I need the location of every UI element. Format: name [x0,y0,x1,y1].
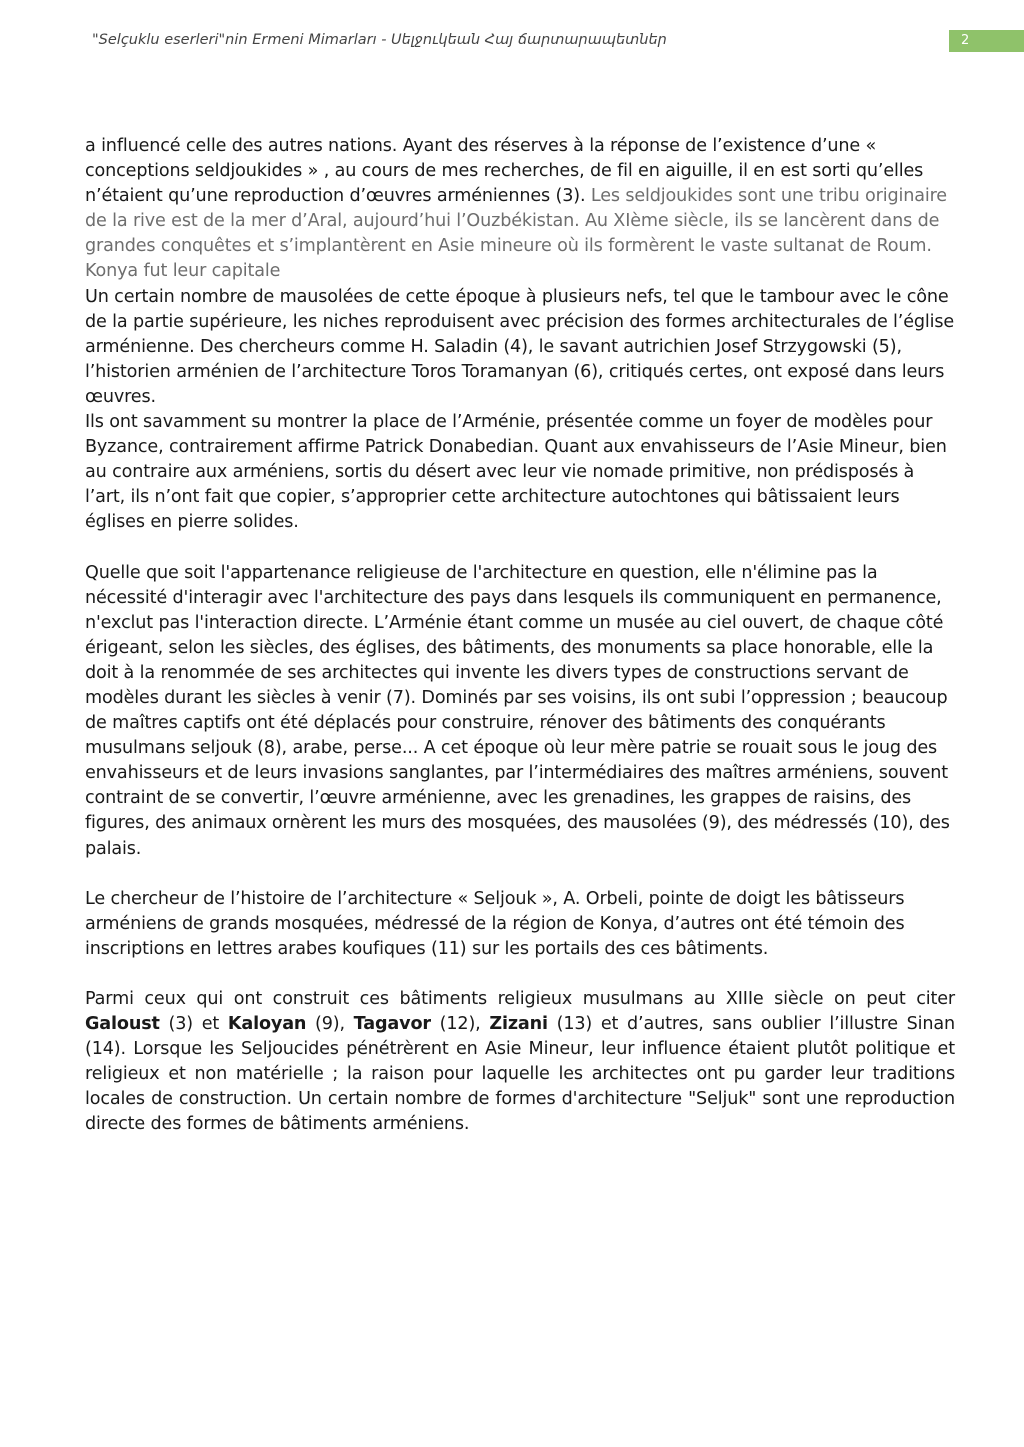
paragraph-2: Un certain nombre de mausolées de cette époque à plusieurs nefs, tel que le tambour avec le cône de la partie supérieure, les niches reproduisent avec précision des formes architecturales de l’église arménienne. Des chercheurs comme H. Saladin (4), le savant autrichien Josef Strzygowski (5), l’historien arménien de l’architecture Toros Toramanyan (6), critiqués certes, ont exposé dans leurs œuvres. [85,286,955,407]
paragraph-1-note: Les seldjoukides sont une tribu originaire de la rive est de la mer d’Aral, aujourd’hui l’Ouzbékistan. Au XIème siècle, ils se lancèrent dans de grandes conquêtes et s’implantèrent en Asie mineure où ils formèrent le vaste sultanat de Roum. Konya fut leur capitale [85,186,947,282]
paragraph-spacer [85,962,955,987]
paragraph-3: Ils ont savamment su montrer la place de l’Arménie, présentée comme un foyer de modèles pour Byzance, contrairement affirme Patrick Donabedian. Quant aux envahisseurs de l’Asie Mineur, bien au contraire aux arméniens, sortis du désert avec leur vie nomade primitive, non prédisposés à l’art, ils n’ont fait que copier, s’approprier cette architecture autochtones qui bâtissaient leurs églises en pierre solides. [85,412,947,533]
running-header-title: "Selçuklu eserleri"nin Ermeni Mimarları - Սելջուկեան Հայ ճարտարապետներ [92,32,667,48]
paragraph-6-rest: (13) et d’autres, sans oublier l’illustre Sinan (14). Lorsque les Seljoucides pénétrèrent en Asie Mineur, leur influence étaient plutôt politique et religieux et non matérielle ; la raison pour laquelle les architectes ont pu garder leur traditions locales de construction. Un certain nombre de formes d'architecture "Seljuk" sont une reproduction directe des formes de bâtiments arméniens. [85,1014,955,1135]
architect-name-zizani: Zizani [489,1014,548,1034]
page-header [0,0,1024,60]
architect-name-galoust: Galoust [85,1014,160,1034]
paragraph-5: Le chercheur de l’histoire de l’architecture « Seljouk », A. Orbeli, pointe de doigt les bâtisseurs arméniens de grands mosquées, médressé de la région de Konya, d’autres ont été témoin des inscriptions en lettres arabes koufiques (11) sur les portails des ces bâtiments. [85,888,905,959]
paragraph-6-intro: Parmi ceux qui ont construit ces bâtiments religieux musulmans au XIIIe siècle on peut citer [85,988,955,1009]
architect-name-tagavor: Tagavor [353,1014,431,1034]
paragraph-spacer [85,536,955,561]
reference-text: (9), [306,1014,354,1034]
paragraph-spacer [85,862,955,887]
page-number-badge: 2 [949,30,1024,52]
paragraph-6 [85,987,955,1138]
architect-name-kaloyan: Kaloyan [227,1014,307,1034]
document-body [85,134,955,1137]
reference-text: (12), [430,1014,490,1034]
paragraph-1-main: a influencé celle des autres nations. Ayant des réserves à la réponse de l’existence d’une « conceptions seldjoukides » , au cours de mes recherches, de fil en aiguille, il en est sorti qu’elles n’étaient qu’une reproduction d’œuvres arméniennes (3). [85,136,924,207]
reference-text: (3) et [159,1014,228,1034]
paragraph-1 [85,134,955,285]
paragraph-4: Quelle que soit l'appartenance religieuse de l'architecture en question, elle n'élimine pas la nécessité d'interagir avec l'architecture des pays dans lesquels ils communiquent en permanence, n'exclut pas l'interaction directe. L’Arménie étant comme un musée au ciel ouvert, de chaque côté érigeant, selon les siècles, des églises, des bâtiments, des monuments sa place honorable, elle la doit à la renommée de ses architectes qui invente les divers types de constructions servant de modèles durant les siècles à venir (7). Dominés par ses voisins, ils ont subi l’oppression ; beaucoup de maîtres captifs ont été déplacés pour construire, rénover des bâtiments des conquérants musulmans seljouk (8), arabe, perse... A cet époque où leur mère patrie se rouait sous le joug des envahisseurs et de leurs invasions sanglantes, par l’intermédiaires des maîtres arméniens, souvent contraint de se convertir, l’œuvre arménienne, avec les grenadines, les grappes de raisins, des figures, des animaux ornèrent les murs des mosquées, des mausolées (9), des médressés (10), des palais. [85,562,950,859]
